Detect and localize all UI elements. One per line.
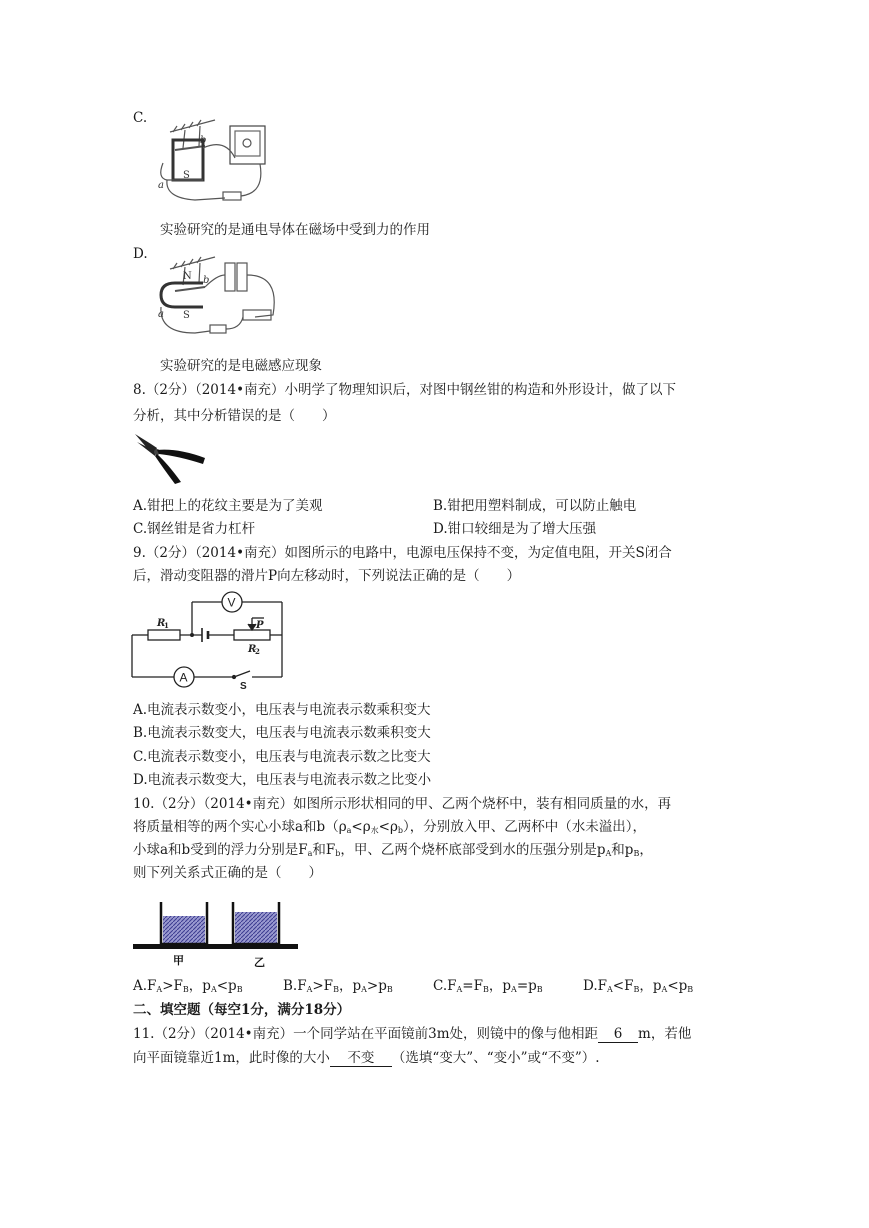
q7-fig-c-label-a: a xyxy=(158,180,164,191)
q8-stem-line2: 分析，其中分析错误的是（ ） xyxy=(133,408,336,424)
q9-option-b: B.电流表示数变大，电压表与电流表示数乘积变大 xyxy=(133,725,431,741)
q7-option-c-label: C. xyxy=(133,110,148,126)
q9-r2-subscript: 2 xyxy=(255,647,260,656)
q11-line1: 11.（2分）（2014•南充）一个同学站在平面镜前3m处，则镜中的像与他相距 6 m，若他 xyxy=(133,1026,692,1042)
q10-stem-line3: 小球a和b受到的浮力分别是$F_a$和$F_b$，甲、乙两个烧杯底部受到水的压强分别是$p_A$和$p_B$， xyxy=(133,842,653,858)
q10-stem-line2: 将质量相等的两个实心小球a和$b(\rho_a<\rho_水<\rho_b)$，分别放入甲、乙两杯中（水未溢出）， xyxy=(133,819,647,835)
q10-stem-line1: 10.（2分）（2014•南充）如图所示形状相同的甲、乙两个烧杯中，装有相同质量的水，再 xyxy=(133,796,672,812)
q9-stem-line2: 后，滑动变阻器的滑片P向左移动时，下列说法正确的是（ ） xyxy=(133,568,521,584)
q9-switch-s-label: S xyxy=(240,681,247,692)
q9-slider-p-label: P xyxy=(256,620,264,631)
q7-figure-c-illustration xyxy=(155,118,285,213)
q7-fig-d-label-s: S xyxy=(183,310,190,321)
q8-pliers-figure xyxy=(133,430,208,485)
q7-option-d-text: 实验研究的是电磁感应现象 xyxy=(160,358,322,374)
q7-fig-c-label-s: S xyxy=(183,170,190,181)
q9-option-d: D.电流表示数变大，电压表与电流表示数之比变小 xyxy=(133,772,432,788)
q7-option-d-label: D. xyxy=(133,246,148,262)
q9-voltmeter-label: V xyxy=(227,595,236,610)
q7-fig-d-label-b: b xyxy=(203,275,210,286)
q8-option-d: D.钳口较细是为了增大压强 xyxy=(433,521,597,537)
q11-answer-2: 不变 xyxy=(330,1050,392,1067)
q11-answer-1: 6 xyxy=(598,1026,638,1043)
q9-option-a: A.电流表示数变小，电压表与电流表示数乘积变大 xyxy=(133,702,431,718)
q10-option-b: $B.F_A>F_B$，$p_A>p_B$ xyxy=(283,978,393,994)
q8-option-b: B.钳把用塑料制成，可以防止触电 xyxy=(433,498,637,514)
q10-stem-line4: 则下列关系式正确的是（ ） xyxy=(133,865,322,881)
q10-beakers-figure xyxy=(133,890,303,970)
q11-line2: 向平面镜靠近1m，此时像的大小 不变 （选填“变大”、“变小”或“不变”）. xyxy=(133,1050,600,1066)
q10-option-c: $C.F_A=F_B$，$p_A=p_B$ xyxy=(433,978,543,994)
q9-r1-label: R xyxy=(157,618,166,629)
q8-option-c: C.钢丝钳是省力杠杆 xyxy=(133,521,256,537)
q9-r1-subscript: 1 xyxy=(164,621,169,630)
q9-ammeter-label: A xyxy=(179,670,188,685)
section-2-heading: 二、填空题（每空1分，满分18分） xyxy=(133,1002,351,1018)
q7-figure-d-illustration xyxy=(155,255,285,350)
q9-option-c: C.电流表示数变小，电压表与电流表示数之比变大 xyxy=(133,749,431,765)
q10-beaker-yi-label: 乙 xyxy=(254,956,265,969)
q8-option-a: A.钳把上的花纹主要是为了美观 xyxy=(133,498,323,514)
q7-fig-d-label-n: N xyxy=(183,271,192,282)
q9-r2-label: R xyxy=(248,644,257,655)
q7-fig-c-label-b: b xyxy=(200,135,207,146)
q9-circuit-diagram xyxy=(130,590,290,690)
q10-option-d: $D.F_A<F_B$，$p_A<p_B$ xyxy=(583,978,694,994)
q7-fig-d-label-a: a xyxy=(158,309,164,320)
q7-option-c-text: 实验研究的是通电导体在磁场中受到力的作用 xyxy=(160,222,430,238)
q9-stem-line1: 9.（2分）（2014•南充）如图所示的电路中，电源电压保持不变，为定值电阻，开关S闭合 xyxy=(133,545,672,561)
q10-beaker-jia-label: 甲 xyxy=(173,954,184,967)
q8-stem-line1: 8.（2分）（2014•南充）小明学了物理知识后，对图中钢丝钳的构造和外形设计，做了以下 xyxy=(133,382,677,398)
q10-option-a: $A.F_A>F_B$，$p_A<p_B$ xyxy=(133,978,243,994)
